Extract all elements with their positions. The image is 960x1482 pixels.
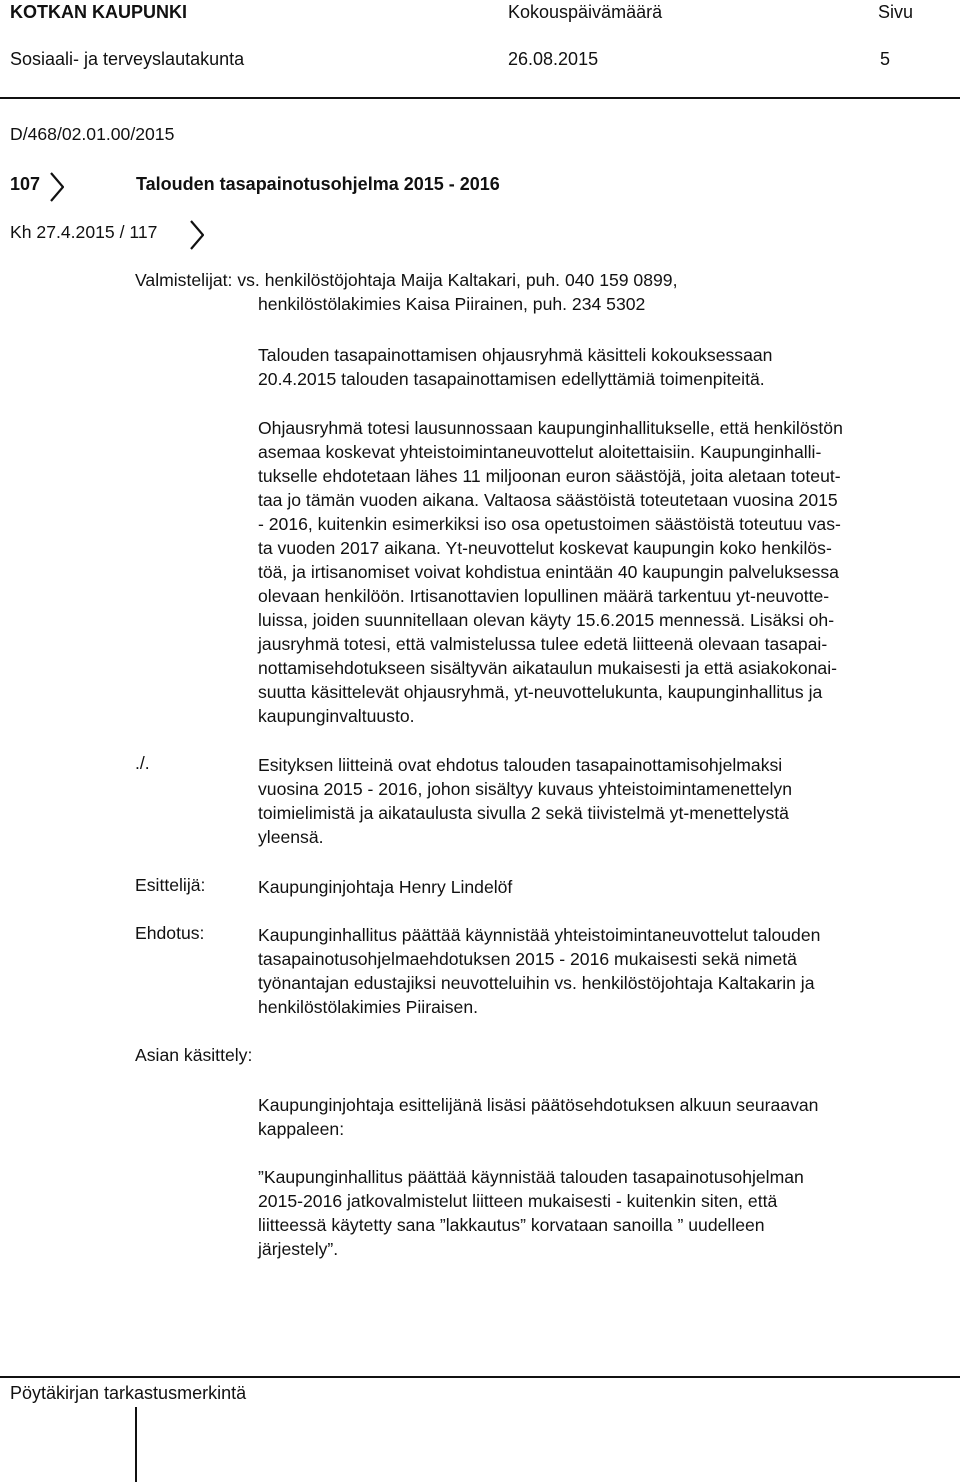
paragraph-line: Talouden tasapainottamisen ohjausryhmä käsitteli kokouksessaan bbox=[258, 345, 773, 365]
paragraph-line: liitteessä käytetty sana ”lakkautus” korvataan sanoilla ” uudelleen bbox=[258, 1215, 765, 1235]
paragraph-line: vuosina 2015 - 2016, johon sisältyy kuvaus yhteistoimintamenettelyn bbox=[258, 779, 792, 799]
item-title: Talouden tasapainotusohjelma 2015 - 2016 bbox=[136, 174, 500, 194]
paragraph-line: työnantajan edustajiksi neuvotteluihin vs. henkilöstöjohtaja Kaltakarin ja bbox=[258, 973, 815, 993]
section-sign-icon bbox=[50, 172, 64, 202]
paragraph-line: kaupunginvaltuusto. bbox=[258, 706, 415, 726]
paragraph-line: 2015-2016 jatkovalmistelut liitteen mukaisesti - kuitenkin siten, että bbox=[258, 1191, 778, 1211]
city-name: KOTKAN KAUPUNKI bbox=[10, 2, 187, 22]
paragraph-line: tukselle ehdotetaan lähes 11 miljoonan euron säästöjä, joita aletaan toteut- bbox=[258, 466, 841, 486]
board-name: Sosiaali- ja terveyslautakunta bbox=[10, 49, 245, 69]
paragraph-line: toimielimistä ja aikataulusta sivulla 2 sekä tiivistelmä yt-menettelystä bbox=[258, 803, 789, 823]
paragraph-line: kappaleen: bbox=[258, 1119, 345, 1139]
item-number: 107 bbox=[10, 174, 41, 194]
paragraph-line: henkilöstölakimies Piiraisen. bbox=[258, 997, 479, 1017]
proposal-label: Ehdotus: bbox=[135, 923, 205, 943]
paragraph-line: jausryhmä totesi, että valmistelussa tulee edetä liitteenä olevaan tasapai- bbox=[258, 634, 828, 654]
date-label: Kokouspäivämäärä bbox=[508, 2, 663, 22]
paragraph-line: suutta käsittelevät ohjausryhmä, yt-neuvottelukunta, kaupunginhallitus ja bbox=[258, 682, 823, 702]
footer-rule bbox=[0, 1376, 960, 1378]
signature-divider bbox=[135, 1407, 137, 1482]
preparers-line-1: Valmistelijat: vs. henkilöstöjohtaja Maija Kaltakari, puh. 040 159 0899, bbox=[135, 270, 678, 290]
paragraph-line: järjestely”. bbox=[258, 1239, 339, 1259]
page-label: Sivu bbox=[878, 2, 914, 22]
paragraph-line: töä, ja irtisanomiset voivat kohdistua enintään 40 kaupungin palveluksessa bbox=[258, 562, 839, 582]
paragraph-line: nottamisehdotukseen sisältyvän aikataulun mukaisesti ja että asiakokonai- bbox=[258, 658, 837, 678]
paragraph-line: Ohjausryhmä totesi lausunnossaan kaupunginhallitukselle, että henkilöstön bbox=[258, 418, 843, 438]
reference: Kh 27.4.2015 / 117 bbox=[10, 222, 158, 242]
paragraph-line: asemaa koskevat yhteistoimintaneuvottelut aloitettaisiin. Kaupunginhalli- bbox=[258, 442, 822, 462]
paragraph-line: ta vuoden 2017 aikana. Yt-neuvottelut koskevat kaupungin koko henkilös- bbox=[258, 538, 832, 558]
preparers-line-2: henkilöstölakimies Kaisa Piirainen, puh. 234 5302 bbox=[258, 294, 646, 314]
meeting-date: 26.08.2015 bbox=[508, 49, 599, 69]
paragraph-line: tasapainotusohjelmaehdotuksen 2015 - 2016 mukaisesti sekä nimetä bbox=[258, 949, 797, 969]
paragraph-line: taa jo tämän vuoden aikana. Valtaosa säästöistä toteutetaan vuosina 2015 bbox=[258, 490, 838, 510]
presenter-label: Esittelijä: bbox=[135, 875, 206, 895]
attachment-marker: ./. bbox=[135, 753, 150, 773]
paragraph-line: yleensä. bbox=[258, 827, 324, 847]
section-sign-icon bbox=[190, 220, 204, 250]
paragraph-line: Kaupunginjohtaja esittelijänä lisäsi päätösehdotuksen alkuun seuraavan bbox=[258, 1095, 819, 1115]
header-rule bbox=[0, 97, 960, 99]
paragraph-line: Kaupunginhallitus päättää käynnistää yhteistoimintaneuvottelut talouden bbox=[258, 925, 821, 945]
footer-label: Pöytäkirjan tarkastusmerkintä bbox=[10, 1383, 247, 1403]
paragraph-line: luissa, joiden suunnitellaan olevan käyty 15.6.2015 mennessä. Lisäksi oh- bbox=[258, 610, 835, 630]
presenter-value: Kaupunginjohtaja Henry Lindelöf bbox=[258, 877, 513, 897]
paragraph-line: Esityksen liitteinä ovat ehdotus talouden tasapainottamisohjelmaksi bbox=[258, 755, 783, 775]
handling-label: Asian käsittely: bbox=[135, 1045, 253, 1065]
paragraph-line: ”Kaupunginhallitus päättää käynnistää talouden tasapainotusohjelman bbox=[258, 1167, 804, 1187]
record-id: D/468/02.01.00/2015 bbox=[10, 124, 175, 144]
paragraph-line: - 2016, kuitenkin esimerkiksi iso osa opetustoimen säästöistä toteutuu vas- bbox=[258, 514, 841, 534]
page-number: 5 bbox=[880, 49, 891, 69]
paragraph-line: olevaan henkilöön. Irtisanottavien lopullinen määrä tarkentuu yt-neuvotte- bbox=[258, 586, 830, 606]
paragraph-line: 20.4.2015 talouden tasapainottamisen edellyttämiä toimenpiteitä. bbox=[258, 369, 765, 389]
